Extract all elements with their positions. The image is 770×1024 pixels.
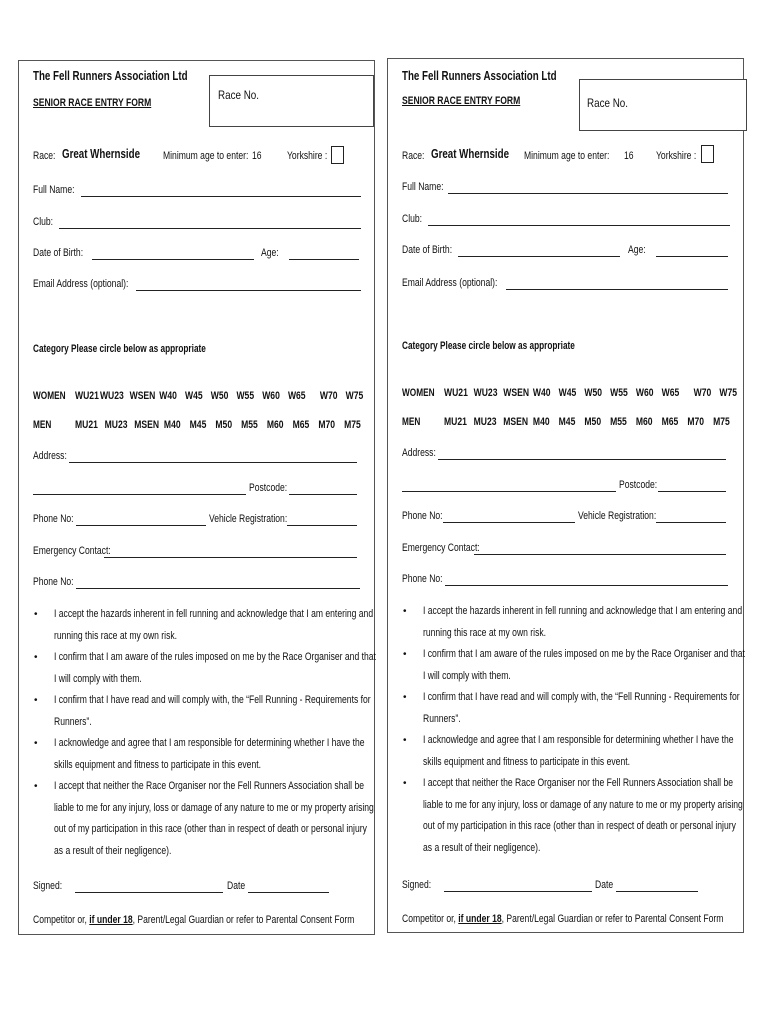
cat-wu21[interactable]: WU21 [75,390,99,402]
race-no-label: Race No. [587,96,629,110]
cat-mu21[interactable]: MU21 [444,416,467,428]
cat-m50[interactable]: M50 [584,416,602,428]
cat-wsen[interactable]: WSEN [129,390,156,402]
cat-m50[interactable]: M50 [215,419,233,431]
men-label: MEN [402,416,421,428]
vehicle-label: Vehicle Registration: [578,510,657,522]
org-name: The Fell Runners Association Ltd [402,69,557,83]
cat-w65[interactable]: W65 [287,390,306,402]
postcode-label: Postcode: [619,479,658,491]
form-title: SENIOR RACE ENTRY FORM [402,95,521,107]
phone-field-2[interactable] [445,585,728,586]
email-label: Email Address (optional): [402,277,498,289]
women-categories [75,390,371,402]
race-label: Race: [33,150,56,162]
cat-msen[interactable]: MSEN [503,416,529,428]
vehicle-label: Vehicle Registration: [209,513,288,525]
org-name: The Fell Runners Association Ltd [33,69,188,83]
address-line-2[interactable] [402,491,616,492]
postcode-field[interactable] [289,494,357,495]
cat-wu21[interactable]: WU21 [444,387,468,399]
yorkshire-checkbox[interactable] [331,146,344,164]
phone-label-2: Phone No: [402,573,443,585]
postcode-label: Postcode: [249,482,288,494]
cat-m65[interactable]: M65 [661,416,679,428]
race-name: Great Whernside [431,147,510,161]
race-no-label: Race No. [218,88,260,102]
cat-w55[interactable]: W55 [610,387,628,399]
club-field[interactable] [428,225,730,226]
min-age-label: Minimum age to enter: [524,150,610,162]
dob-label: Date of Birth: [402,244,453,256]
declaration-item: • I accept the hazards inherent in fell running and acknowledge that I am entering and running this race at my own risk. [401,601,746,644]
club-label: Club: [402,213,423,225]
full-name-label: Full Name: [33,184,75,196]
emergency-label: Emergency Contact: [33,545,111,557]
race-no-box[interactable] [209,75,374,127]
address-field[interactable] [69,462,357,463]
declarations-list [401,601,746,859]
cat-m45[interactable]: M45 [558,416,576,428]
men-categories [444,416,739,428]
full-name-field[interactable] [81,196,361,197]
cat-w55[interactable]: W55 [236,390,255,402]
cat-m55[interactable]: M55 [241,419,258,431]
full-name-label: Full Name: [402,181,444,193]
cat-m65[interactable]: M65 [292,419,310,431]
cat-w65[interactable]: W65 [661,387,680,399]
cat-wu23[interactable]: WU23 [99,390,124,402]
cat-m60[interactable]: M60 [635,416,653,428]
entry-form-left [18,60,375,935]
cat-mu23[interactable]: MU23 [473,416,497,428]
cat-w40[interactable]: W40 [532,387,551,399]
cat-w60[interactable]: W60 [635,387,654,399]
dob-field[interactable] [458,256,620,257]
signed-field[interactable] [75,892,223,893]
yorkshire-label: Yorkshire : [287,150,328,162]
race-name: Great Whernside [62,147,141,161]
cat-w45[interactable]: W45 [558,387,577,399]
signed-label: Signed: [33,880,63,892]
dob-label: Date of Birth: [33,247,84,259]
cat-w60[interactable]: W60 [262,390,280,402]
phone-label: Phone No: [402,510,443,522]
cat-m55[interactable]: M55 [610,416,627,428]
men-label: MEN [33,419,52,431]
min-age-value: 16 [252,150,262,162]
postcode-field[interactable] [658,491,726,492]
cat-m70[interactable]: M70 [318,419,336,431]
women-categories [444,387,745,399]
declaration-item: • I accept that neither the Race Organiser nor the Fell Runners Association shall be liable to me for any injury, loss or damage of any nature to me or my property arising out of my participation in this race (other than in respect of death or personal injury as a result of their negligence). [401,773,746,859]
cat-m75[interactable]: M75 [713,416,730,428]
emergency-field[interactable] [104,557,357,558]
address-label: Address: [33,450,67,462]
club-field[interactable] [59,228,361,229]
cat-m60[interactable]: M60 [266,419,284,431]
declaration-item: • I accept that neither the Race Organiser nor the Fell Runners Association shall be liable to me for any injury, loss or damage of any nature to me or my property arising out of my participation in this race (other than in respect of death or personal injury as a result of their negligence). [32,776,377,862]
phone-field-2[interactable] [76,588,360,589]
cat-w70[interactable]: W70 [319,390,338,402]
women-label: WOMEN [33,390,66,402]
yorkshire-checkbox[interactable] [701,145,714,163]
email-label: Email Address (optional): [33,278,129,290]
women-label: WOMEN [402,387,435,399]
cat-m45[interactable]: M45 [189,419,207,431]
cat-w40[interactable]: W40 [159,390,177,402]
cat-w50[interactable]: W50 [584,387,603,399]
competitor-note: Competitor or, if under 18, Parent/Legal Guardian or refer to Parental Consent Form [402,913,724,925]
form-title: SENIOR RACE ENTRY FORM [33,97,152,109]
age-field[interactable] [656,256,728,257]
cat-mu23[interactable]: MU23 [104,419,128,431]
age-field[interactable] [289,259,359,260]
cat-wu23[interactable]: WU23 [473,387,498,399]
category-heading: Category Please circle below as appropriate [402,340,575,352]
cat-mu21[interactable]: MU21 [75,419,98,431]
entry-form-right [387,58,744,933]
men-categories [75,419,370,431]
emergency-field[interactable] [474,554,726,555]
email-field[interactable] [506,289,728,290]
cat-m40[interactable]: M40 [532,416,550,428]
race-no-box[interactable] [579,79,747,131]
cat-msen[interactable]: MSEN [134,419,160,431]
race-label: Race: [402,150,425,162]
category-heading: Category Please circle below as appropriate [33,343,206,355]
phone-label-2: Phone No: [33,576,74,588]
declaration-item: • I accept the hazards inherent in fell running and acknowledge that I am entering and running this race at my own risk. [32,604,377,647]
cat-w50[interactable]: W50 [210,390,229,402]
cat-m70[interactable]: M70 [687,416,705,428]
dob-field[interactable] [92,259,254,260]
declaration-item: • I acknowledge and agree that I am responsible for determining whether I have the skills equipment and fitness to participate in this event. [401,730,746,773]
yorkshire-label: Yorkshire : [656,150,697,162]
min-age-label: Minimum age to enter: [163,150,249,162]
date-label: Date [227,880,246,892]
min-age-value: 16 [624,150,634,162]
date-label: Date [595,879,614,891]
cat-w75[interactable]: W75 [345,390,364,402]
cat-m75[interactable]: M75 [344,419,361,431]
age-label: Age: [261,247,279,259]
declaration-item: • I acknowledge and agree that I am responsible for determining whether I have the skills equipment and fitness to participate in this event. [32,733,377,776]
declarations-list [32,604,377,862]
address-label: Address: [402,447,436,459]
phone-field[interactable] [76,525,206,526]
declaration-item: • I confirm that I have read and will comply with, the “Fell Running - Requirements for Runners”. [401,687,746,730]
age-label: Age: [628,244,646,256]
address-line-2[interactable] [33,494,246,495]
vehicle-field[interactable] [656,522,726,523]
cat-w75[interactable]: W75 [719,387,737,399]
date-field[interactable] [248,892,329,893]
signed-field[interactable] [444,891,592,892]
phone-field[interactable] [443,522,575,523]
declaration-item: • I confirm that I am aware of the rules imposed on me by the Race Organiser and that I will comply with them. [401,644,746,687]
declaration-item: • I confirm that I have read and will comply with, the “Fell Running - Requirements for Runners”. [32,690,377,733]
vehicle-field[interactable] [287,525,357,526]
emergency-label: Emergency Contact: [402,542,480,554]
full-name-field[interactable] [448,193,728,194]
competitor-note: Competitor or, if under 18, Parent/Legal Guardian or refer to Parental Consent Form [33,914,355,926]
declaration-item: • I confirm that I am aware of the rules imposed on me by the Race Organiser and that I will comply with them. [32,647,377,690]
club-label: Club: [33,216,54,228]
cat-w45[interactable]: W45 [184,390,203,402]
address-field[interactable] [438,459,726,460]
cat-m40[interactable]: M40 [163,419,181,431]
phone-label: Phone No: [33,513,74,525]
signed-label: Signed: [402,879,432,891]
date-field[interactable] [616,891,698,892]
email-field[interactable] [136,290,361,291]
cat-wsen[interactable]: WSEN [503,387,530,399]
cat-w70[interactable]: W70 [693,387,712,399]
